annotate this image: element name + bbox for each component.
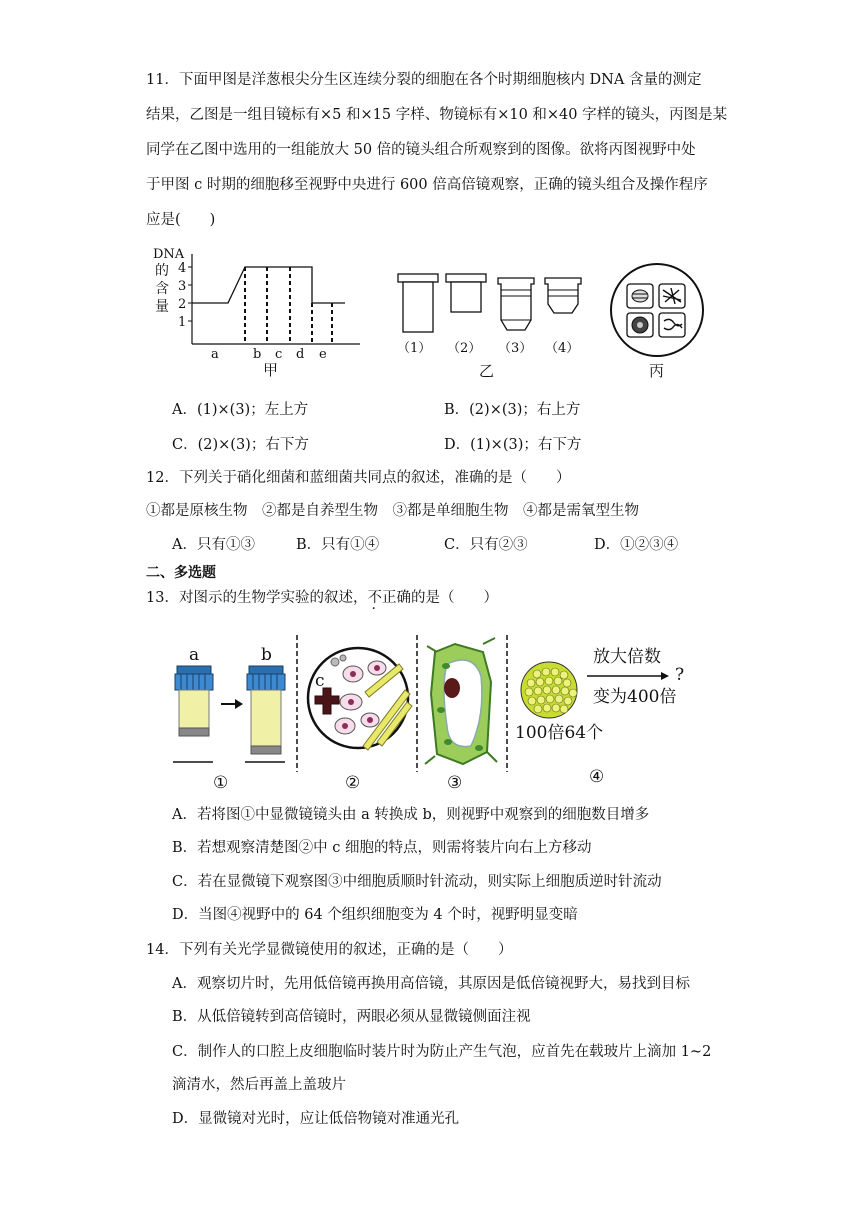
q14-stem: 14．下列有关光学显微镜使用的叙述，正确的是（ ） — [146, 942, 513, 958]
jia-xtick-b: b — [253, 347, 262, 362]
yi-label-2: （2） — [447, 341, 482, 356]
jia-ytick-2: 2 — [178, 297, 187, 312]
q11-option-b[interactable]: B．(2)×(3)；右上方 — [444, 402, 581, 418]
jia-ytick-4: 4 — [178, 261, 187, 276]
lens-b-label: b — [261, 645, 272, 665]
q14-option-c[interactable]: C．制作人的口腔上皮细胞临时装片时为防止产生气泡，应首先在载玻片上滴加 1~2 — [172, 1044, 712, 1060]
lens-a-label: a — [189, 645, 200, 665]
q11-line-4: 于甲图 c 时期的细胞移至视野中央进行 600 倍高倍镜观察，正确的镜头组合及操作程序 — [146, 177, 708, 193]
jia-ylabel-3: 量 — [155, 299, 169, 315]
yi-caption: 乙 — [479, 362, 495, 380]
q12-option-d[interactable]: D．①②③④ — [594, 537, 679, 553]
magnification-text-1: 放大倍数 — [593, 647, 661, 667]
q12-statements: ①都是原核生物 ②都是自养型生物 ③都是单细胞生物 ④都是需氧型生物 — [146, 503, 639, 519]
q13-option-a[interactable]: A．若将图①中显微镜镜头由 a 转换成 b，则视野中观察到的细胞数目增多 — [172, 807, 650, 823]
cell-c-label: c — [315, 671, 325, 691]
yi-label-1: （1） — [397, 341, 432, 356]
q13-stem-emphasis: 不 — [367, 590, 382, 606]
cell-count-text: 100倍64个 — [515, 723, 604, 743]
figure-q13-experiments — [165, 630, 725, 810]
panel-label-3: ③ — [447, 773, 463, 793]
jia-xtick-d: d — [296, 347, 305, 362]
jia-ytick-1: 1 — [178, 315, 187, 330]
q14-option-b[interactable]: B．从低倍镜转到高倍镜时，两眼必须从显微镜侧面注视 — [172, 1009, 531, 1025]
jia-ylabel-2: 含 — [155, 281, 169, 297]
q12-option-b[interactable]: B．只有①④ — [296, 537, 380, 553]
q12-option-a[interactable]: A．只有①③ — [172, 537, 255, 553]
magnification-text-2: 变为400倍 — [593, 687, 677, 707]
q11-option-a[interactable]: A．(1)×(3)；左上方 — [172, 402, 309, 418]
q11-line-2: 结果，乙图是一组目镜标有×5 和×15 字样、物镜标有×10 和×40 字样的镜头，丙图是某 — [146, 107, 728, 123]
figure-yi-lenses — [395, 270, 595, 380]
q14-option-c-continued: 滴清水，然后再盖上盖玻片 — [172, 1077, 346, 1093]
figure-bing-view — [605, 260, 715, 380]
q13-option-d[interactable]: D．当图④视野中的 64 个组织细胞变为 4 个时，视野明显变暗 — [172, 907, 578, 923]
q13-stem — [146, 588, 498, 608]
q11-option-d[interactable]: D．(1)×(3)；右下方 — [444, 437, 582, 453]
figure-jia-dna-graph — [145, 240, 375, 380]
panel-label-4: ④ — [589, 767, 605, 787]
jia-ylabel-0: DNA — [153, 247, 185, 262]
jia-ytick-3: 3 — [178, 279, 187, 294]
q11-line-5: 应是( ) — [146, 212, 216, 228]
section-title-multiple-choice: 二、多选题 — [146, 565, 216, 581]
q13-option-b[interactable]: B．若想观察清楚图②中 c 细胞的特点，则需将装片向右上方移动 — [172, 840, 592, 856]
jia-xtick-e: e — [319, 347, 327, 362]
q13-option-c[interactable]: C．若在显微镜下观察图③中细胞质顺时针流动，则实际上细胞质逆时针流动 — [172, 874, 662, 890]
q12-option-c[interactable]: C．只有②③ — [444, 537, 528, 553]
magnification-question-mark: ? — [675, 665, 685, 685]
q13-stem-pre: 13．对图示的生物学实验的叙述， — [146, 590, 368, 606]
yi-label-3: （3） — [498, 341, 533, 356]
panel-label-1: ① — [213, 773, 229, 793]
q13-stem-post: 正确的是（ ） — [381, 590, 498, 606]
q12-stem: 12．下列关于硝化细菌和蓝细菌共同点的叙述，准确的是（ ） — [146, 470, 571, 486]
yi-label-4: （4） — [545, 341, 580, 356]
q11-line-1: 11．下面甲图是洋葱根尖分生区连续分裂的细胞在各个时期细胞核内 DNA 含量的测定 — [146, 72, 702, 88]
jia-caption: 甲 — [263, 361, 279, 379]
q11-line-3: 同学在乙图中选用的一组能放大 50 倍的镜头组合所观察到的图像。欲将丙图视野中处 — [146, 142, 696, 158]
panel-label-2: ② — [345, 773, 361, 793]
q11-option-c[interactable]: C．(2)×(3)；右下方 — [172, 437, 309, 453]
bing-caption: 丙 — [649, 362, 665, 380]
jia-xtick-a: a — [211, 347, 219, 362]
q14-option-d[interactable]: D．显微镜对光时，应让低倍物镜对准通光孔 — [172, 1111, 460, 1127]
jia-xtick-c: c — [275, 347, 283, 362]
q14-option-a[interactable]: A．观察切片时，先用低倍镜再换用高倍镜，其原因是低倍镜视野大，易找到目标 — [172, 976, 690, 992]
jia-ylabel-1: 的 — [155, 263, 169, 279]
